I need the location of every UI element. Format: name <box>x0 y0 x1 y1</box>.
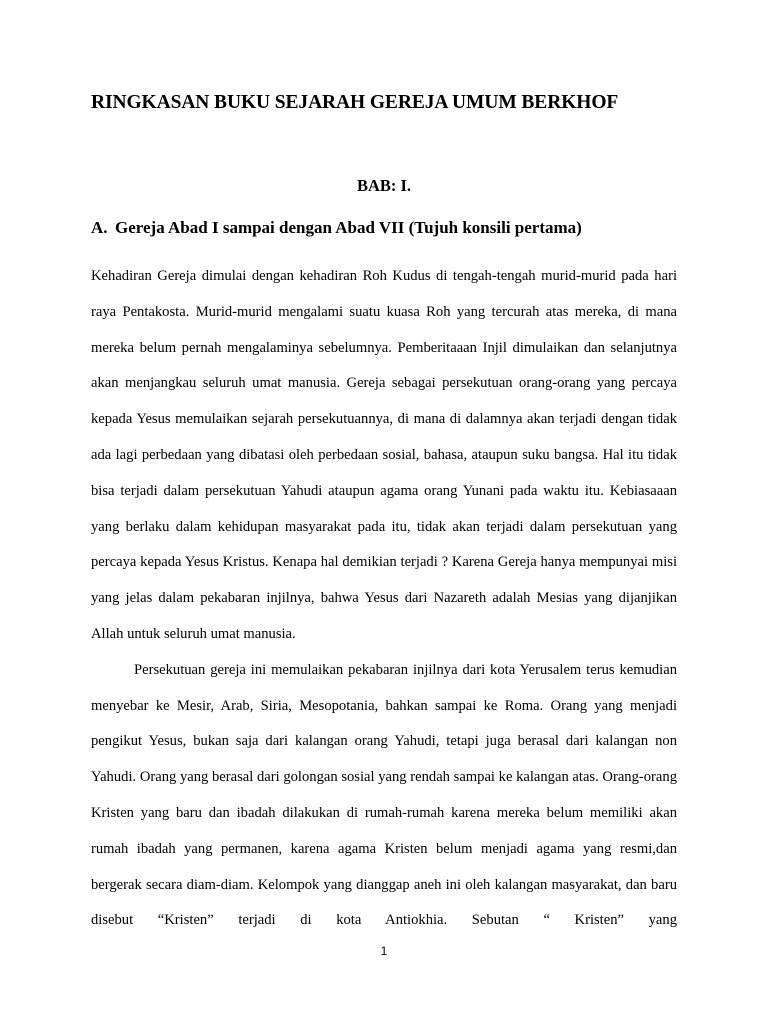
paragraph: Persekutuan gereja ini memulaikan pekabaran injilnya dari kota Yerusalem terus kemudian menyebar ke Mesir, Arab, Siria, Mesopotania, bahkan sampai ke Roma. Orang yang menjadi pengikut Yesus, bukan saja dari kalangan orang Yahudi, tetapi juga berasal dari kalangan non Yahudi. Orang yang berasal dari golongan sosial yang rendah sampai ke kalangan atas. Orang-orang Kristen yang baru dan ibadah dilakukan di rumah-rumah karena mereka belum memiliki akan rumah ibadah yang permanen, karena agama Kristen belum menjadi agama yang resmi,dan bergerak secara diam-diam. Kelompok yang dianggap aneh ini oleh kalangan masyarakat, dan baru disebut “Kristen” terjadi di kota Antiokhia. Sebutan “ Kristen” yang <box>91 661 677 929</box>
chapter-heading <box>0 176 768 196</box>
page-number: 1 <box>380 944 388 958</box>
section-heading <box>91 218 582 238</box>
paragraph: Kehadiran Gereja dimulai dengan kehadiran Roh Kudus di tengah-tengah murid-murid pada hari raya Pentakosta. Murid-murid mengalami suatu kuasa Roh yang tercurah atas mereka, di mana mereka belum pernah mengalaminya sebelumnya. Pemberitaaan Injil dimulaikan dan selanjutnya akan menjangkau seluruh umat manusia. Gereja sebagai persekutuan orang-orang yang percaya kepada Yesus memulaikan sejarah persekutuannya, di mana di dalamnya akan terjadi dengan tidak ada lagi perbedaan yang dibatasi oleh perbedaan sosial, bahasa, ataupun suku bangsa. Hal itu tidak bisa terjadi dalam persekutuan Yahudi ataupun agama orang Yunani pada waktu itu. Kebiasaaan yang berlaku dalam kehidupan masyarakat pada itu, tidak akan terjadi dalam persekutuan yang percaya kepada Yesus Kristus. Kenapa hal demikian terjadi ? Karena Gereja hanya mempunyai misi yang jelas dalam pekabaran injilnya, bahwa Yesus dari Nazareth adalah Mesias yang dijanjikan Allah untuk seluruh umat manusia. <box>91 268 677 642</box>
chapter-label: BAB: I. <box>356 176 412 195</box>
section-title: Gereja Abad I sampai dengan Abad VII (Tujuh konsili pertama) <box>115 218 582 237</box>
body-text <box>91 259 677 939</box>
document-title: RINGKASAN BUKU SEJARAH GEREJA UMUM BERKHOF <box>91 92 619 113</box>
section-letter: A. <box>91 218 108 237</box>
